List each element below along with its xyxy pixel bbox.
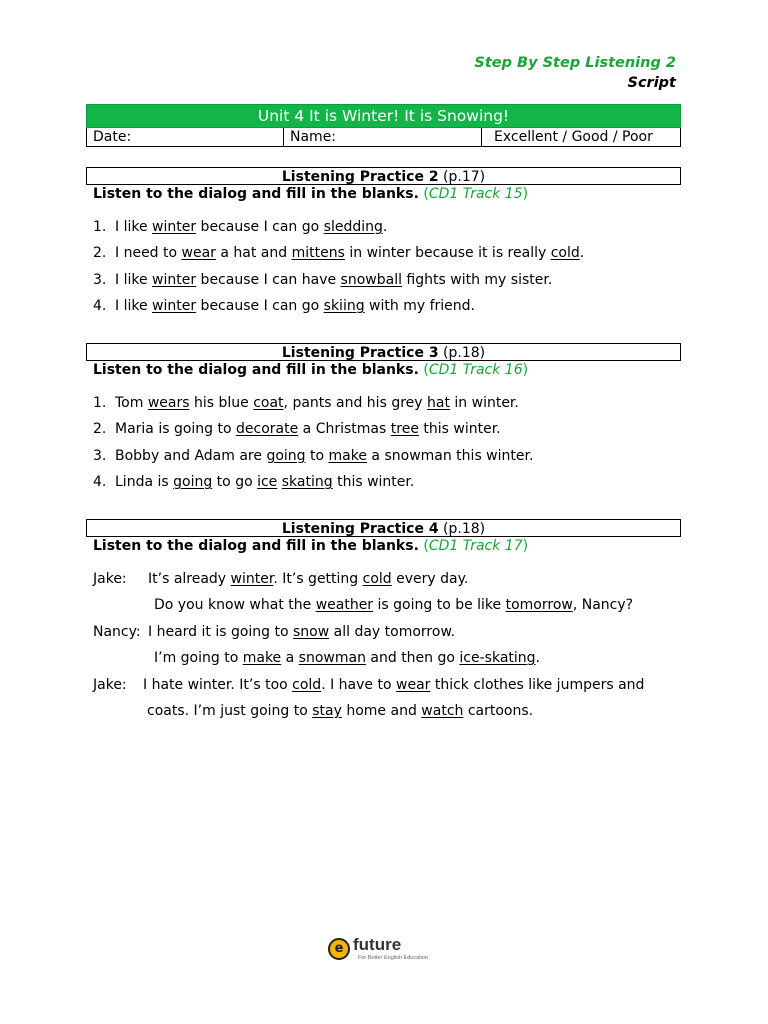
sentence-text: is going to be like [373,597,506,614]
answer-blank: mittens [291,245,345,262]
answer-blank: winter [152,271,197,288]
sentence-text: this winter. [418,421,501,438]
answer-blank: winter [152,298,197,315]
sentence-text: in winter. [449,395,519,411]
sentence-text: a hat and [215,245,292,262]
speaker-name: Jake: [93,571,127,587]
sentence-text: Tom [115,395,148,411]
dialog-text [147,702,533,720]
instruction: Listen to the dialog and fill in the blanks. (CD1 Track 15) [93,186,529,202]
dialog-text [148,570,468,588]
sentence-text: a [281,650,299,667]
section-practice-3 [86,343,681,500]
list-item [93,473,681,499]
list-item [93,447,681,473]
logo-word: future [353,935,402,954]
sentence-text: I need to [115,245,182,262]
unit-title: Unit 4 It is Winter! It is Snowing! [86,104,681,128]
instruction-text: Listen to the dialog and fill in the blanks. [93,362,419,378]
instruction: Listen to the dialog and fill in the blanks. (CD1 Track 17) [93,538,529,554]
sentence-text: I like [115,298,153,315]
sentence-text: fights with my sister. [401,271,553,288]
section-page: (p.18) [443,345,486,361]
unit-header-table [86,104,681,147]
answer-blank: sledding [323,219,383,235]
dialog-line [86,596,681,622]
sentence-text: because I can have [196,271,341,288]
rating-field: Excellent / Good / Poor [482,128,681,147]
efuture-logo [328,935,448,965]
doc-type: Script [627,75,676,91]
track-label: CD1 Track 15 [428,186,523,202]
sentence-text: . [535,650,540,667]
sentence-text: every day. [391,571,469,587]
list-item [93,297,681,323]
list-item [93,244,681,270]
answer-blank: skiing [323,298,365,315]
section-title-box [86,343,681,361]
item-number: 4. [93,474,107,491]
answer-blank: ice [257,474,278,491]
answer-blank: snow [293,623,330,640]
answer-blank: snowman [298,650,366,667]
sentence-text: I like [115,219,153,235]
document-header [474,53,676,93]
answer-blank: weather [315,597,374,614]
item-number: 4. [93,298,107,315]
section-title: Listening Practice 2 [281,169,439,185]
sentence-text: I hate winter. It’s too [143,676,293,693]
section-page: (p.17) [443,169,486,185]
sentence-text: Do you know what the [154,597,316,614]
section-practice-2 [86,167,681,324]
answer-list [86,218,681,324]
answer-blank: tomorrow [505,597,573,614]
answer-blank: decorate [236,421,299,438]
answer-blank: hat [427,395,450,411]
item-number: 2. [93,421,107,438]
answer-blank: winter [230,571,274,587]
dialog-text [143,676,644,694]
dialog-line [86,676,681,702]
sentence-text: because I can go [196,219,324,235]
sentence-text: a Christmas [298,421,391,438]
answer-blank: skating [281,474,333,491]
sentence-text: . I have to [321,676,396,693]
section-title-box [86,167,681,185]
answer-blank: ice-skating [459,650,536,667]
section-title: Listening Practice 3 [281,345,439,361]
section-title: Listening Practice 4 [281,521,439,537]
dialog-text [154,649,540,667]
sentence-text: cartoons. [463,702,534,719]
sentence-text: I’m going to [154,650,243,667]
dialog-text [154,596,633,614]
sentence-text: to [305,447,329,464]
item-number: 1. [93,395,107,411]
sentence-text: all day tomorrow. [329,623,456,640]
sentence-text: . [579,245,585,262]
sentence-text: his blue [189,395,254,411]
sentence-text: with my friend. [364,298,475,315]
answer-blank: winter [152,219,197,235]
answer-blank: cold [292,676,322,693]
sentence-text: in winter because it is really [344,245,551,262]
list-item [93,218,681,244]
instruction: Listen to the dialog and fill in the blanks. (CD1 Track 16) [93,362,529,378]
list-item [93,420,681,446]
list-item [93,394,681,420]
sentence-text: I like [115,271,153,288]
dialog-line [86,702,681,728]
sentence-text: home and [341,702,422,719]
sentence-text: It’s already [148,571,231,587]
item-number: 1. [93,219,107,235]
answer-blank: going [266,447,306,464]
track-label: CD1 Track 17 [428,538,523,554]
item-number: 3. [93,447,107,464]
sentence-text: this winter. [332,474,415,491]
dialog-line [86,623,681,649]
sentence-text: Maria is going to [115,421,237,438]
list-item [93,271,681,297]
answer-blank: make [328,447,367,464]
answer-blank: cold [362,571,392,587]
track-label: CD1 Track 16 [428,362,523,378]
section-page: (p.18) [443,521,486,537]
sentence-text: thick clothes like jumpers and [430,676,645,693]
answer-blank: tree [390,421,419,438]
dialog-text [148,623,455,641]
answer-blank: coat [253,395,284,411]
date-field: Date: [86,128,284,147]
logo-e-icon: e [328,938,350,960]
section-practice-4 [86,519,681,728]
dialog [86,570,681,728]
answer-blank: watch [421,702,464,719]
info-row [86,128,681,147]
item-number: 2. [93,245,107,262]
answer-list [86,394,681,500]
dialog-line [86,649,681,675]
sentence-text: , pants and his grey [283,395,427,411]
section-title-box [86,519,681,537]
name-field: Name: [284,128,482,147]
answer-blank: wear [181,245,216,262]
speaker-name: Jake: [93,676,127,693]
sentence-text: . It’s getting [273,571,363,587]
sentence-text: , Nancy? [572,597,634,614]
logo-tagline: For Better English Education [358,955,429,961]
sentence-text: because I can go [196,298,324,315]
sentence-text: a snowman this winter. [366,447,534,464]
sentence-text: to go [212,474,258,491]
answer-blank: cold [550,245,580,262]
sentence-text: Bobby and Adam are [115,447,267,464]
answer-blank: stay [312,702,342,719]
sentence-text: . [382,219,388,235]
answer-blank: wear [396,676,431,693]
item-number: 3. [93,271,107,288]
course-title: Step By Step Listening 2 [474,55,676,71]
sentence-text: Linda is [115,474,174,491]
answer-blank: wears [147,395,190,411]
dialog-line [86,570,681,596]
instruction-text: Listen to the dialog and fill in the blanks. [93,186,419,202]
instruction-text: Listen to the dialog and fill in the blanks. [93,538,419,554]
sentence-text: and then go [365,650,460,667]
sentence-text: coats. I’m just going to [147,702,313,719]
answer-blank: make [242,650,282,667]
answer-blank: going [173,474,213,491]
sentence-text: I heard it is going to [148,623,294,640]
answer-blank: snowball [340,271,402,288]
speaker-name: Nancy: [93,623,141,640]
